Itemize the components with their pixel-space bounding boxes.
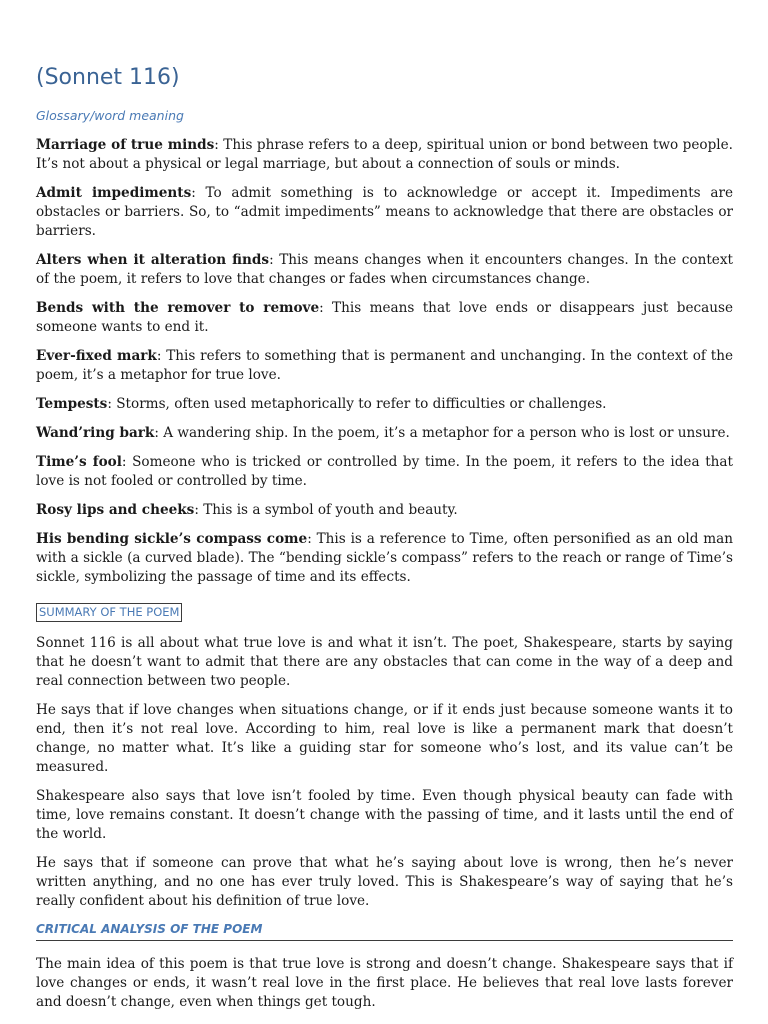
glossary-entry xyxy=(36,501,733,520)
glossary-definition: : Someone who is tricked or controlled by time. In the poem, it refers to the idea that love is not fooled or controlled by time. xyxy=(36,454,733,489)
summary-heading: SUMMARY OF THE POEM xyxy=(36,603,182,622)
summary-paragraph: Shakespeare also says that love isn’t fooled by time. Even though physical beauty can fade with time, love remains constant. It doesn’t change with the passing of time, and it lasts until the end of the world. xyxy=(36,788,733,842)
analysis-section xyxy=(36,955,733,1012)
summary-paragraph: Sonnet 116 is all about what true love is and what it isn’t. The poet, Shakespeare, starts by saying that he doesn’t want to admit that there are any obstacles that can come in the way of a deep and real connection between two people. xyxy=(36,635,733,689)
glossary-definition: : This is a symbol of youth and beauty. xyxy=(194,502,458,518)
glossary-entry xyxy=(36,347,733,385)
glossary-term: Wand’ring bark xyxy=(36,425,155,441)
glossary-term: His bending sickle’s compass come xyxy=(36,531,308,547)
glossary-definition: : This is a reference to Time, often personified as an old man with a sickle (a curved blade). The “bending sickle’s compass” refers to the reach or range of Time’s sickle, symbolizing the passage of time and its effects. xyxy=(36,531,733,585)
summary-section xyxy=(36,634,733,911)
glossary-term: Time’s fool xyxy=(36,454,122,470)
glossary-entry xyxy=(36,184,733,241)
glossary-definition: : A wandering ship. In the poem, it’s a metaphor for a person who is lost or unsure. xyxy=(154,425,730,441)
glossary-term: Alters when it alteration finds xyxy=(36,252,270,268)
glossary-definition: : This means that love ends or disappears just because someone wants to end it. xyxy=(36,300,733,335)
glossary-entry xyxy=(36,251,733,289)
glossary-entry xyxy=(36,530,733,587)
analysis-heading: CRITICAL ANALYSIS OF THE POEM xyxy=(36,921,733,941)
summary-paragraph: He says that if love changes when situations change, or if it ends just because someone wants it to end, then it’s not real love. According to him, real love is like a permanent mark that doesn’t change, no matter what. It’s like a guiding star for someone who’s lost, and its value can’t be measured. xyxy=(36,702,733,775)
document-page xyxy=(36,64,733,1022)
glossary-definition: : This phrase refers to a deep, spiritual union or bond between two people. It’s not about a physical or legal marriage, but about a connection of souls or minds. xyxy=(36,137,733,172)
glossary-entry xyxy=(36,453,733,491)
glossary-list xyxy=(36,136,733,587)
glossary-term: Ever-fixed mark xyxy=(36,348,157,364)
glossary-entry xyxy=(36,299,733,337)
glossary-term: Bends with the remover to remove xyxy=(36,300,320,316)
glossary-definition: : This refers to something that is permanent and unchanging. In the context of the poem, it’s a metaphor for true love. xyxy=(36,348,733,383)
glossary-entry xyxy=(36,136,733,174)
glossary-definition: : This means changes when it encounters changes. In the context of the poem, it refers to love that changes or fades when circumstances change. xyxy=(36,252,733,287)
glossary-term: Marriage of true minds xyxy=(36,137,215,153)
glossary-definition: : To admit something is to acknowledge or accept it. Impediments are obstacles or barriers. So, to “admit impediments” means to acknowledge that there are obstacles or barriers. xyxy=(36,185,733,239)
summary-paragraph: He says that if someone can prove that what he’s saying about love is wrong, then he’s never written anything, and no one has ever truly loved. This is Shakespeare’s way of saying that he’s really confident about his definition of true love. xyxy=(36,855,733,909)
page-title: (Sonnet 116) xyxy=(36,65,180,90)
glossary-label: Glossary/word meaning xyxy=(36,108,184,123)
glossary-entry xyxy=(36,395,733,414)
glossary-term: Admit impediments xyxy=(36,185,192,201)
glossary-entry xyxy=(36,424,733,443)
analysis-paragraph: The main idea of this poem is that true love is strong and doesn’t change. Shakespeare says that if love changes or ends, it wasn’t real love in the first place. He believes that real love lasts forever and doesn’t change, even when things get tough. xyxy=(36,956,733,1010)
glossary-term: Tempests xyxy=(36,396,108,412)
glossary-definition: : Storms, often used metaphorically to refer to difficulties or challenges. xyxy=(107,396,607,412)
glossary-term: Rosy lips and cheeks xyxy=(36,502,195,518)
